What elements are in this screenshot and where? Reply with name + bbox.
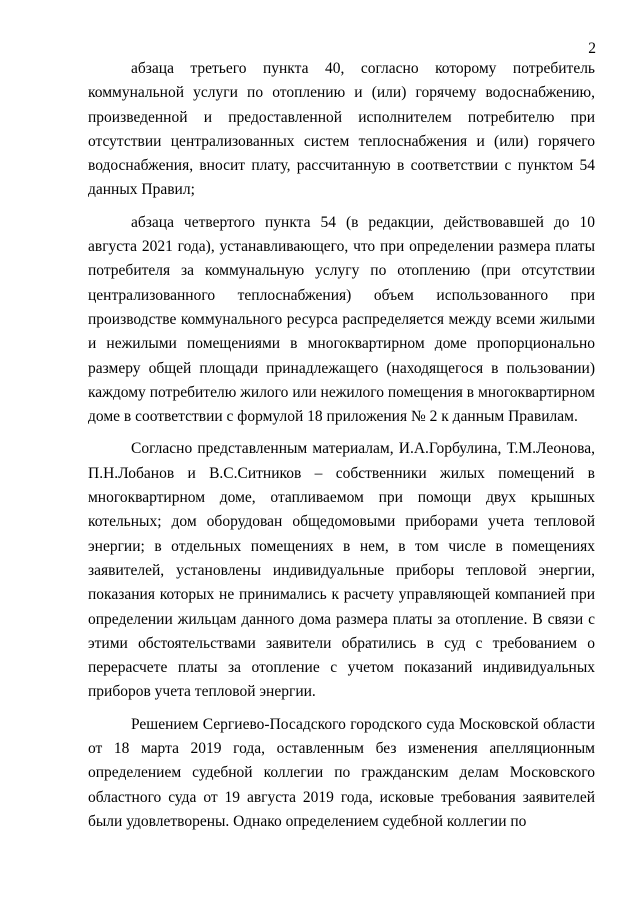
document-body [88,57,595,834]
paragraph-clause-40: абзаца третьего пункта 40, согласно которому потребитель коммунальной услуги по отоплению и (или) горячему водоснабжению, произведенной и предоставленной исполнителем потребителю при отсутствии централизованных систем теплоснабжения и (или) горячего водоснабжения, вносит плату, рассчитанную в соответствии с пунктом 54 данных Правил; [88,60,595,199]
page-number: 2 [588,40,596,57]
paragraph-case-facts: Согласно представленным материалам, И.А.Горбулина, Т.М.Леонова, П.Н.Лобанов и В.С.Ситников – собственники жилых помещений в многоквартирном доме, отапливаемом при помощи двух крышных котельных; дом оборудован общедомовыми приборами учета тепловой энергии; в отдельных помещениях в нем, в том числе в помещениях заявителей, установлены индивидуальные приборы тепловой энергии, показания которых не принимались к расчету управляющей компанией при определении жильцам данного дома размера платы за отопление. В связи с этими обстоятельствами заявители обратились в суд с требованием о перерасчете платы за отопление с учетом показаний индивидуальных приборов учета тепловой энергии. [88,440,595,701]
paragraph-clause-54: абзаца четвертого пункта 54 (в редакции, действовавшей до 10 августа 2021 года), устанавливающего, что при определении размера платы потребителя за коммунальную услугу по отоплению (при отсутствии централизованного теплоснабжения) объем использованного при производстве коммунального ресурса распределяется между всеми жилыми и нежилыми помещениями в многоквартирном доме пропорционально размеру общей площади принадлежащего (находящегося в пользовании) каждому потребителю жилого или нежилого помещения в многоквартирном доме в соответствии с формулой 18 приложения № 2 к данным Правилам. [88,213,595,426]
paragraph-court-decision: Решением Сергиево-Посадского городского суда Московской области от 18 марта 2019 года, оставленным без изменения апелляционным определением судебной коллегии по гражданским делам Московского областного суда от 19 августа 2019 года, исковые требования заявителей были удовлетворены. Однако определением судебной коллегии по [88,715,595,830]
